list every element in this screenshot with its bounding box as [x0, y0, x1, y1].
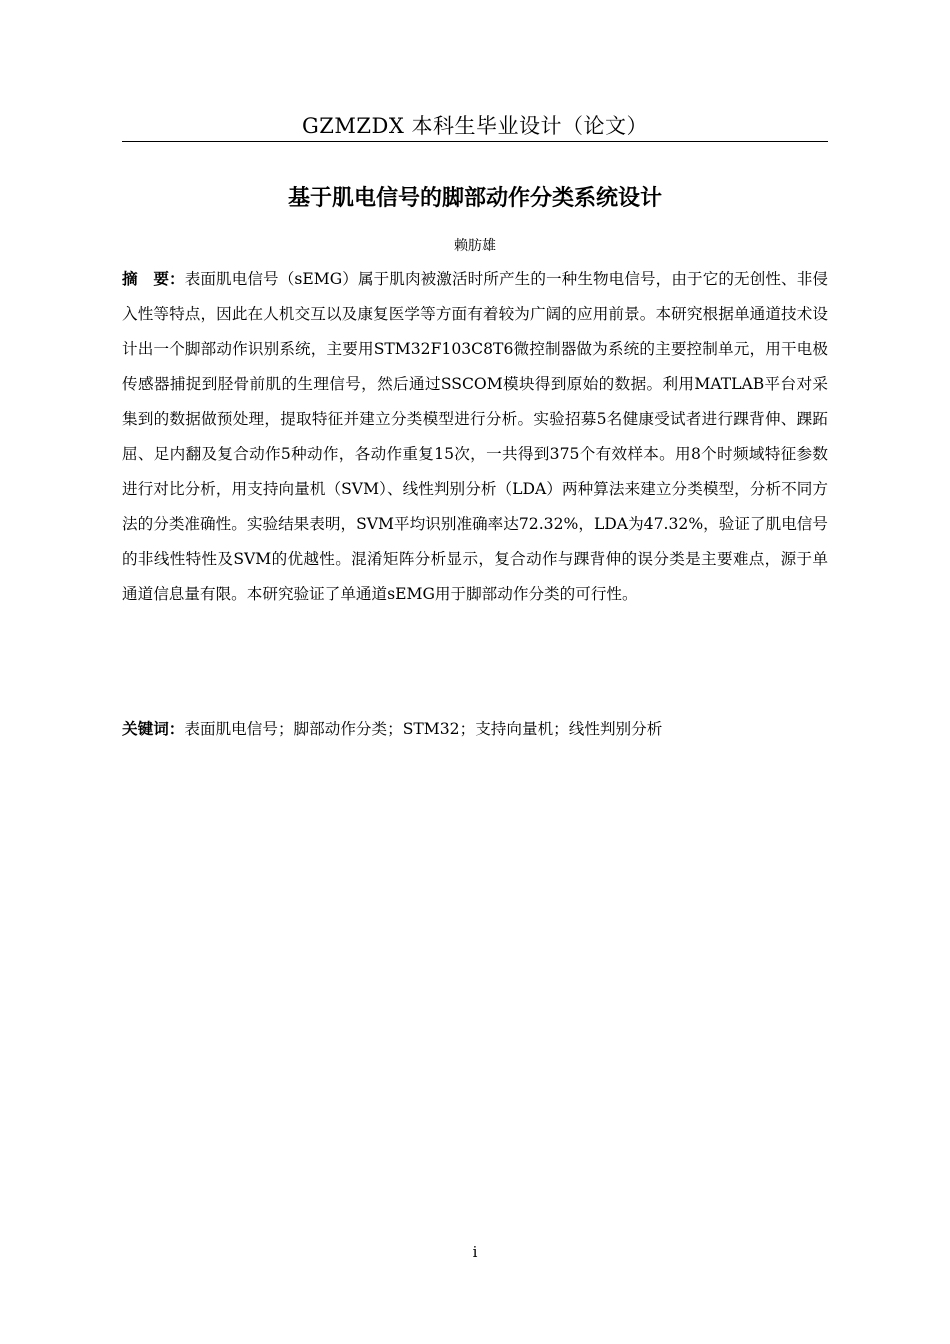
page-number: i — [472, 1243, 478, 1261]
keywords-paragraph — [122, 712, 828, 747]
keywords-text: 表面肌电信号；脚部动作分类；STM32；支持向量机；线性判别分析 — [184, 720, 663, 738]
author-name: 赖肪雄 — [454, 238, 496, 254]
abstract-label: 摘 要： — [122, 270, 185, 288]
running-header: GZMZDX 本科生毕业设计（论文） — [302, 114, 648, 138]
header-rule — [122, 141, 828, 142]
keywords-label: 关键词： — [122, 720, 185, 738]
abstract-paragraph — [122, 262, 828, 612]
abstract-text: 表面肌电信号（sEMG）属于肌肉被激活时所产生的一种生物电信号，由于它的无创性、非侵入性等特点，因此在人机交互以及康复医学等方面有着较为广阔的应用前景。本研究根据单通道技术设计出一个脚部动作识别系统，主要用STM32F103C8T6微控制器做为系统的主要控制单元，用干电极传感器捕捉到胫骨前肌的生理信号，然后通过SSCOM模块得到原始的数据。利用MATLAB平台对采集到的数据做预处理，提取特征并建立分类模型进行分析。实验招募5名健康受试者进行踝背伸、踝跖屈、足内翻及复合动作5种动作，各动作重复15次，一共得到375个有效样本。用8个时频域特征参数进行对比分析，用支持向量机（SVM）、线性判别分析（LDA）两种算法来建立分类模型，分析不同方法的分类准确性。实验结果表明，SVM平均识别准确率达72.32%，LDA为47.32%，验证了肌电信号的非线性特性及SVM的优越性。混淆矩阵分析显示，复合动作与踝背伸的误分类是主要难点，源于单通道信息量有限。本研究验证了单通道sEMG用于脚部动作分类的可行性。 — [122, 270, 828, 603]
paper-title: 基于肌电信号的脚部动作分类系统设计 — [287, 186, 662, 211]
